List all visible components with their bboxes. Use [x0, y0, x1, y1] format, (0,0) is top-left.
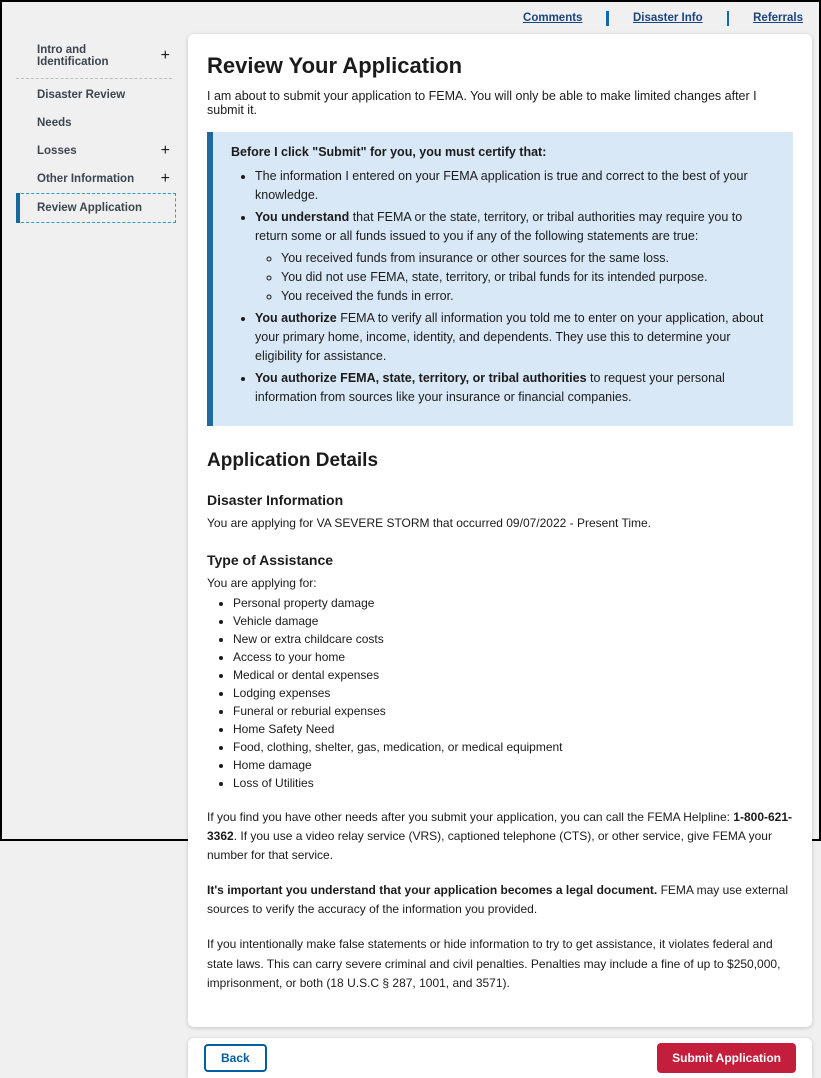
sidebar-divider	[16, 78, 172, 79]
sidebar-item[interactable]	[16, 36, 176, 76]
topbar-separator	[727, 11, 730, 26]
assistance-item: • Funeral or reburial expenses	[233, 704, 793, 718]
certification-item-bold: You authorize	[255, 310, 337, 325]
application-details-heading: Application Details	[207, 449, 379, 471]
review-application-panel	[188, 34, 812, 1027]
certification-item-text: that FEMA or the state, territory, or tribal authorities may require you to return some or all funds issued to you if any of the following statements are true:	[255, 209, 743, 244]
certification-heading: Before I click "Submit" for you, you must certify that:	[231, 145, 547, 159]
certification-item-text: FEMA to verify all information you told me to enter on your application, about your primary home, income, identity, and dependents. They use this to determine your eligibility for assistance.	[255, 310, 764, 364]
sidebar-item-label: Needs	[37, 117, 72, 129]
assistance-item: • Vehicle damage	[233, 614, 793, 628]
type-of-assistance-heading: Type of Assistance	[207, 551, 334, 568]
disaster-information-heading: Disaster Information	[207, 491, 344, 508]
topbar-link[interactable]: Disaster Info	[632, 12, 703, 24]
closing-paragraph	[207, 881, 793, 919]
sidebar-item[interactable]	[16, 137, 176, 165]
certification-info-box	[207, 132, 793, 426]
main-layout	[2, 34, 819, 1065]
certification-sublist	[255, 249, 775, 307]
paragraph-text: . If you use a video relay service (VRS), captioned telephone (CTS), or other service, give FEMA your number for that service.	[207, 828, 772, 862]
sidebar-item[interactable]	[16, 81, 176, 109]
topbar-separator	[606, 11, 609, 26]
topbar-link[interactable]: Referrals	[753, 12, 803, 24]
sidebar-nav	[2, 34, 188, 841]
sidebar-item[interactable]	[16, 193, 176, 223]
certification-item-text: to request your personal information from sources like your insurance or financial companies.	[255, 370, 725, 405]
certification-item-bold: You understand	[255, 209, 350, 224]
sidebar-item[interactable]	[16, 165, 176, 193]
topbar	[2, 2, 819, 34]
certification-item-bold: You authorize FEMA, state, territory, or tribal authorities	[255, 370, 587, 385]
closing-paragraph	[207, 808, 793, 866]
assistance-list	[207, 596, 793, 790]
sidebar-item[interactable]	[16, 109, 176, 137]
assistance-item: • Access to your home	[233, 650, 793, 664]
certification-item-text: The information I entered on your FEMA application is true and correct to the best of your knowledge.	[255, 169, 748, 203]
certification-item	[255, 309, 775, 367]
back-button[interactable]: Back	[204, 1044, 267, 1072]
submit-application-button[interactable]: Submit Application	[657, 1043, 796, 1073]
certification-subitem: ◦ You received the funds in error.	[281, 287, 775, 306]
closing-paragraph	[207, 935, 793, 993]
plus-expand-icon[interactable]: +	[160, 142, 170, 159]
certification-subitem: ◦ You did not use FEMA, state, territory, or tribal funds for its intended purpose.	[281, 268, 775, 287]
paragraph-text: FEMA may use external sources to verify the accuracy of the information you provided.	[207, 883, 788, 917]
paragraph-text: If you find you have other needs after you submit your application, you can call the FEMA Helpline:	[207, 809, 734, 824]
action-footer	[188, 1038, 812, 1078]
sidebar-item-label: Other Information	[37, 173, 135, 185]
plus-expand-icon[interactable]: +	[160, 170, 170, 187]
sidebar-item-label: Review Application	[37, 202, 143, 214]
certification-item	[255, 369, 775, 408]
content-column	[188, 34, 812, 1065]
sidebar-item-label: Losses	[37, 145, 77, 157]
assistance-item: • Home Safety Need	[233, 722, 793, 736]
assistance-item: • Food, clothing, shelter, gas, medication, or medical equipment	[233, 740, 793, 754]
assistance-item: • New or extra childcare costs	[233, 632, 793, 646]
assistance-item: • Lodging expenses	[233, 686, 793, 700]
certification-list	[231, 167, 775, 408]
certification-item	[255, 167, 775, 206]
paragraph-bold-text: It's important you understand that your application becomes a legal document.	[207, 883, 658, 898]
page-intro-text: I am about to submit your application to FEMA. You will only be able to make limited changes after I submit it.	[207, 89, 757, 117]
topbar-link[interactable]: Comments	[523, 12, 583, 24]
page-title: Review Your Application	[207, 53, 463, 78]
paragraph-bold-text: 1-800-621-3362	[207, 809, 793, 843]
assistance-item: • Personal property damage	[233, 596, 793, 610]
sidebar-item-label: Disaster Review	[37, 89, 126, 101]
assistance-item: • Home damage	[233, 758, 793, 772]
certification-subitem: ◦ You received funds from insurance or other sources for the same loss.	[281, 249, 775, 268]
sidebar-item-label: Intro and Identification	[37, 44, 109, 68]
disaster-information-text: You are applying for VA SEVERE STORM that occurred 09/07/2022 - Present Time.	[207, 515, 652, 530]
assistance-item: • Medical or dental expenses	[233, 668, 793, 682]
paragraph-text: If you intentionally make false statements or hide information to try to get assistance, it violates federal and state laws. This can carry severe criminal and civil penalties. Penalties may include a fine of up to $250,000, imprisonment, or both (18 U.S.C § 287, 1001, and 3571).	[207, 937, 781, 990]
closing-paragraphs	[207, 808, 793, 994]
assistance-intro-text: You are applying for:	[207, 575, 317, 590]
plus-expand-icon[interactable]: +	[160, 47, 170, 64]
assistance-item: • Loss of Utilities	[233, 776, 793, 790]
certification-item	[255, 208, 775, 307]
